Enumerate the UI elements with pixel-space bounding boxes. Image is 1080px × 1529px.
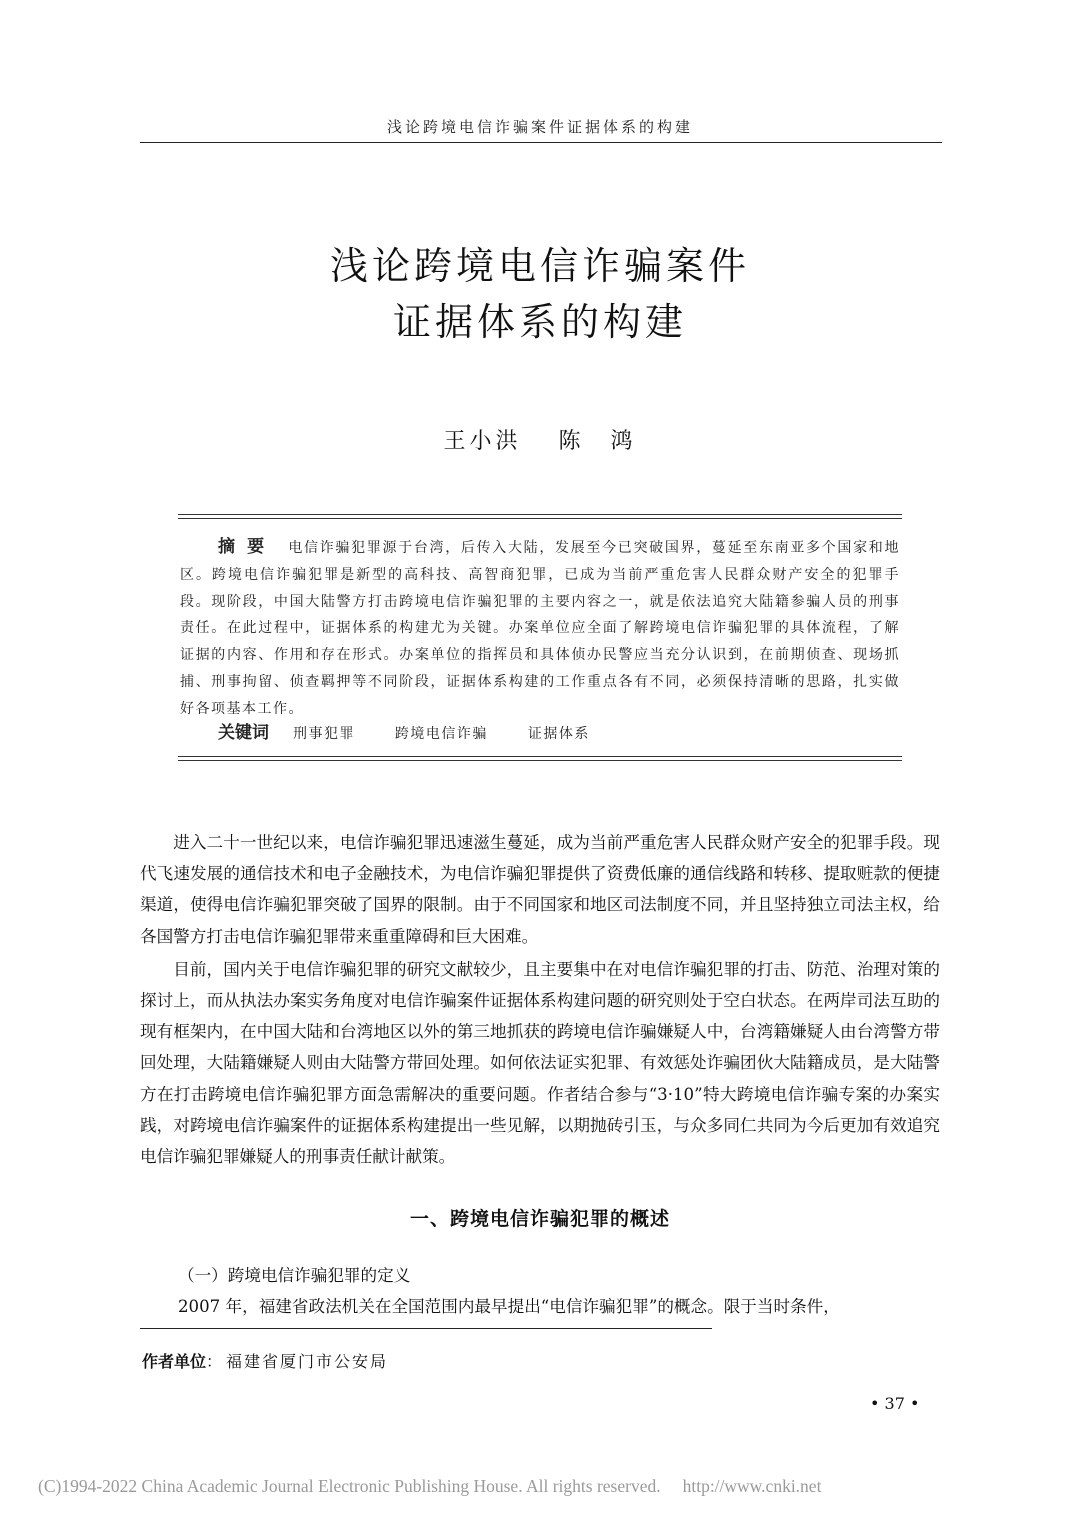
paragraph: 进入二十一世纪以来，电信诈骗犯罪迅速滋生蔓延，成为当前严重危害人民群众财产安全的犯罪手段。现代飞速发展的通信技术和电子金融技术，为电信诈骗犯罪提供了资费低廉的通信线路和转移、提取赃款的便捷渠道，使得电信诈骗犯罪突破了国界的限制。由于不同国家和地区司法制度不同，并且坚持独立司法主权，给各国警方打击电信诈骗犯罪带来重重障碍和巨大困难。 — [140, 833, 940, 946]
author-name: 陈 鸿 — [558, 429, 637, 454]
title-line-1: 浅论跨境电信诈骗案件 — [329, 244, 750, 288]
subsection-heading: （一）跨境电信诈骗犯罪的定义 — [178, 1266, 411, 1285]
abstract — [180, 534, 900, 723]
abstract-label: 摘要 — [218, 537, 277, 557]
affiliation-value: 福建省厦门市公安局 — [226, 1352, 389, 1371]
affiliation-label: 作者单位 — [142, 1352, 207, 1371]
section-heading: 一、跨境电信诈骗犯罪的概述 — [409, 1208, 670, 1230]
page-number: • 37 • — [870, 1394, 920, 1413]
copyright-footer — [38, 1476, 821, 1497]
author-name: 王小洪 — [443, 429, 522, 454]
article-title — [140, 238, 940, 350]
paragraph: 2007 年，福建省政法机关在全国范围内最早提出“电信诈骗犯罪”的概念。限于当时条件， — [178, 1297, 840, 1316]
header-rule — [140, 142, 942, 143]
keyword: 刑事犯罪 — [292, 726, 355, 742]
copyright-notice: (C)1994-2022 China Academic Journal Electronic Publishing House. All rights reserved. — [38, 1476, 661, 1496]
footnote-rule — [140, 1328, 712, 1329]
keywords-label: 关键词 — [218, 723, 269, 743]
keyword: 证据体系 — [527, 726, 590, 742]
paragraph: 目前，国内关于电信诈骗犯罪的研究文献较少，且主要集中在对电信诈骗犯罪的打击、防范、治理对策的探讨上，而从执法办案实务角度对电信诈骗案件证据体系构建问题的研究则处于空白状态。在两岸司法互助的现有框架内，在中国大陆和台湾地区以外的第三地抓获的跨境电信诈骗嫌疑人中，台湾籍嫌疑人由台湾警方带回处理，大陆籍嫌疑人则由大陆警方带回处理。如何依法证实犯罪、有效惩处诈骗团伙大陆籍成员，是大陆警方在打击跨境电信诈骗犯罪方面急需解决的重要问题。作者结合参与“3·10”特大跨境电信诈骗专案的办案实践，对跨境电信诈骗案件的证据体系构建提出一些见解，以期抛砖引玉，与众多同仁共同为今后更加有效追究电信诈骗犯罪嫌疑人的刑事责任献计献策。 — [140, 959, 940, 1167]
keyword: 跨境电信诈骗 — [394, 726, 488, 742]
copyright-url: http://www.cnki.net — [682, 1476, 822, 1496]
abstract-top-rule — [178, 514, 902, 519]
title-line-2: 证据体系的构建 — [392, 300, 687, 344]
abstract-text: 电信诈骗犯罪源于台湾，后传入大陆，发展至今已突破国界，蔓延至东南亚多个国家和地区。跨境电信诈骗犯罪是新型的高科技、高智商犯罪，已成为当前严重危害人民群众财产安全的犯罪手段。现阶段，中国大陆警方打击跨境电信诈骗犯罪的主要内容之一，就是依法追究大陆籍参骗人员的刑事责任。在此过程中，证据体系的构建尤为关键。办案单位应全面了解跨境电信诈骗犯罪的具体流程，了解证据的内容、作用和存在形式。办案单位的指挥员和具体侦办民警应当充分认识到，在前期侦查、现场抓捕、刑事拘留、侦查羁押等不同阶段，证据体系构建的工作重点各有不同，必须保持清晰的思路，扎实做好各项基本工作。 — [180, 540, 900, 717]
running-header: 浅论跨境电信诈骗案件证据体系的构建 — [386, 118, 693, 136]
author-affiliation: 作者单位： 福建省厦门市公安局 — [142, 1352, 389, 1371]
author-list — [140, 424, 940, 455]
keywords — [180, 718, 900, 743]
body-text — [140, 827, 940, 1172]
abstract-bottom-rule — [178, 756, 902, 761]
